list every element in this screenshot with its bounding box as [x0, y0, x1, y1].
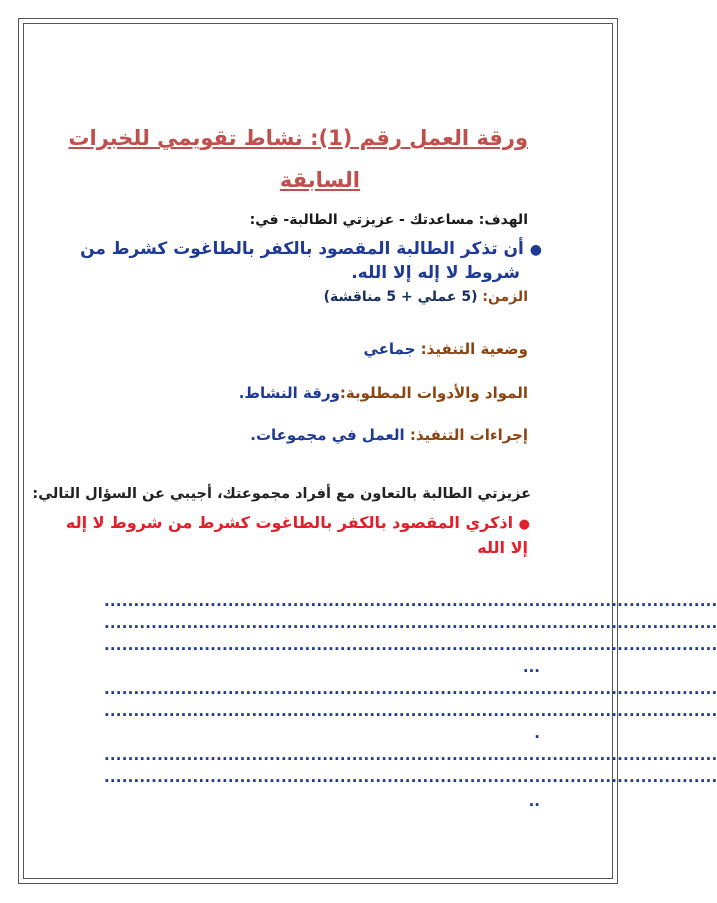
mode-label: وضعية التنفيذ:: [420, 340, 528, 358]
materials-label: المواد والأدوات المطلوبة:: [339, 384, 528, 402]
materials-value: ورقة النشاط.: [238, 384, 340, 402]
time-label: الزمن:: [482, 289, 528, 305]
worksheet-title-line1: ورقة العمل رقم (1): نشاط تقويمي للخبرات: [68, 126, 528, 150]
goal-bullet-line2: شروط لا إله إلا الله.: [351, 263, 520, 283]
question-line1: [66, 513, 530, 532]
mode-line: [364, 340, 529, 358]
question-line2: إلا الله: [477, 538, 528, 557]
answer-line-9[interactable]: ........................................................................................................: [104, 768, 717, 786]
goal-bullet-text1: أن تذكر الطالبة المقصود بالكفر بالطاغوت كشرط من: [80, 239, 524, 259]
question-bullet-icon: ●: [518, 517, 530, 532]
answer-line-6[interactable]: ........................................................................................................: [104, 702, 717, 720]
procedures-line: [250, 426, 528, 444]
procedures-label: إجراءات التنفيذ:: [409, 426, 528, 444]
procedures-value: العمل في مجموعات.: [250, 426, 405, 444]
answer-line-2[interactable]: ........................................................................................................: [104, 614, 717, 632]
answer-line-4[interactable]: ...: [522, 658, 540, 676]
goal-bullet-line1: [80, 239, 542, 259]
goal-label: الهدف: [484, 212, 528, 228]
goal-text: : مساعدتك - عزيزتي الطالبة- في:: [249, 212, 485, 228]
answer-line-3[interactable]: ........................................................................................................: [104, 636, 717, 654]
answer-line-5[interactable]: ........................................................................................................: [104, 680, 717, 698]
answer-line-8[interactable]: ........................................................................................................: [104, 746, 717, 764]
answer-line-10[interactable]: ..: [528, 792, 540, 810]
worksheet-title-line2: السابقة: [279, 168, 360, 192]
materials-line: [239, 384, 528, 402]
mode-value: جماعي: [363, 340, 416, 358]
answer-line-1[interactable]: ........................................................................................................: [104, 592, 717, 610]
instruction-text: عزيزتي الطالبة بالتعاون مع أفراد مجموعتك، أجيبي عن السؤال التالي:: [32, 486, 531, 502]
goal-line: [250, 212, 528, 228]
question-text1: اذكري المقصود بالكفر بالطاغوت كشرط من شروط لا إله: [65, 513, 514, 532]
time-value: (5 عملي + 5 مناقشة): [323, 289, 478, 305]
bullet-icon: ●: [529, 242, 542, 258]
time-line: [324, 289, 528, 305]
answer-line-7[interactable]: .: [534, 724, 540, 742]
